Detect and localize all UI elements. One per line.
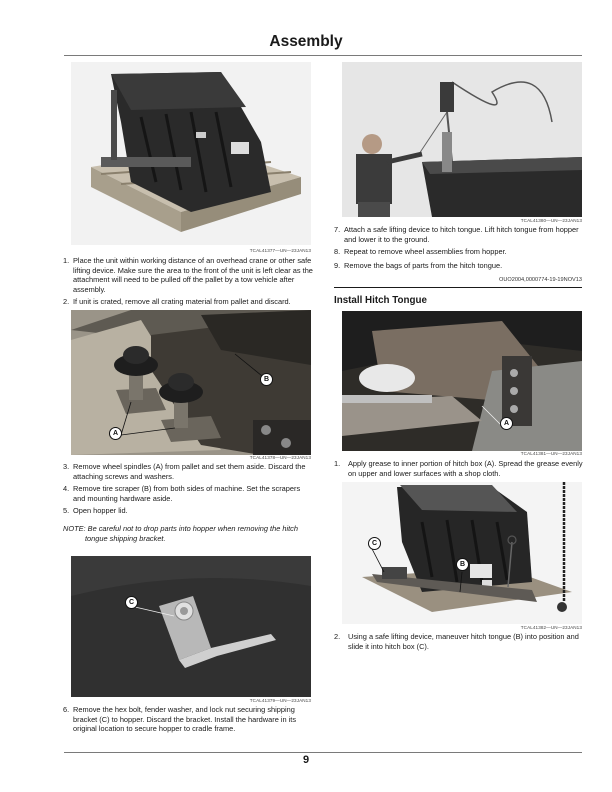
step-number: 7. — [334, 225, 341, 234]
step-7 — [334, 225, 584, 244]
step-text: Repeat to remove wheel assemblies from hopper. — [344, 247, 507, 256]
step-text: Apply grease to inner portion of hitch box (A). Spread the grease evenly on upper and lower surfaces with a shop cloth. — [348, 459, 583, 478]
step-number: 1. — [63, 256, 70, 265]
page-title: Assembly — [269, 33, 343, 50]
figure-grease-hitch-box — [342, 311, 582, 451]
callout-a: A — [109, 427, 122, 440]
step-6 — [63, 705, 313, 734]
step-5 — [63, 506, 313, 516]
reference-code: OUO2004,0000774-19-19NOV13 — [498, 277, 582, 283]
callout-b: B — [260, 373, 273, 386]
note-text: NOTE: Be careful not to drop parts into hopper when removing the hitch tongue shipping bracket. — [63, 524, 298, 543]
step-text: Remove tire scraper (B) from both sides of machine. Set the scrapers and mounting hardware aside. — [73, 484, 301, 503]
figure-shipping-bracket — [71, 556, 311, 697]
figure-hopper-on-pallet — [71, 62, 311, 245]
step-9 — [334, 261, 584, 271]
callout-a: A — [500, 417, 513, 430]
section-heading: Install Hitch Tongue — [334, 295, 427, 306]
step-number: 6. — [63, 705, 70, 714]
step-text: Open hopper lid. — [73, 506, 128, 515]
step-number: 9. — [334, 261, 341, 270]
step-text: Remove the hex bolt, fender washer, and lock nut securing shipping bracket (C) to hopper. Discard the bracket. Install the hardware in its original location to secure hopper to cradle frame. — [73, 705, 297, 734]
step-text: Using a safe lifting device, maneuver hitch tongue (B) into position and slide it into hitch box (C). — [348, 632, 579, 651]
step-3 — [63, 462, 313, 481]
step-8 — [334, 247, 584, 257]
figure-caption: TCAL41378—UN—23JAN13 — [249, 455, 311, 460]
step-2 — [63, 297, 313, 307]
step-number: 3. — [63, 462, 70, 471]
figure-caption: TCAL41380—UN—23JAN13 — [520, 218, 582, 223]
figure-caption: TCAL41377—UN—23JAN13 — [249, 248, 311, 253]
figure-lifting-hitch-tongue — [342, 62, 582, 217]
callout-c: C — [368, 537, 381, 550]
page-number: 9 — [302, 754, 310, 766]
figure-caption: TCAL41381—UN—23JAN13 — [520, 451, 582, 456]
step-hitch-2 — [334, 632, 584, 651]
step-number: 2. — [63, 297, 70, 306]
step-text: Place the unit within working distance of an overhead crane or other safe lifting device. Make sure the area to the front of the unit is left clear as the attachment will need to be pulled off the pallet by a tow vehicle after assembly. — [73, 256, 313, 294]
figure-caption: TCAL41379—UN—23JAN13 — [249, 698, 311, 703]
step-text: Attach a safe lifting device to hitch tongue. Lift hitch tongue from hopper and lower it to the ground. — [344, 225, 579, 244]
figure-wheel-spindles — [71, 310, 311, 455]
figure-caption: TCAL41382—UN—23JAN13 — [520, 625, 582, 630]
step-text: Remove wheel spindles (A) from pallet and set them aside. Discard the attaching screws and washers. — [73, 462, 306, 481]
footer-rule — [64, 752, 582, 753]
callout-b: B — [456, 558, 469, 571]
step-number: 2. — [334, 632, 341, 641]
header-rule — [64, 55, 582, 56]
note — [63, 524, 313, 543]
step-text: Remove the bags of parts from the hitch tongue. — [344, 261, 503, 270]
callout-c: C — [125, 596, 138, 609]
step-number: 1. — [334, 459, 341, 468]
step-number: 5. — [63, 506, 70, 515]
step-1 — [63, 256, 313, 294]
step-4 — [63, 484, 313, 503]
step-hitch-1 — [334, 459, 584, 478]
section-rule — [334, 287, 582, 288]
step-text: If unit is crated, remove all crating material from pallet and discard. — [73, 297, 291, 306]
figure-hitch-tongue-install — [342, 482, 582, 624]
step-number: 4. — [63, 484, 70, 493]
step-number: 8. — [334, 247, 341, 256]
